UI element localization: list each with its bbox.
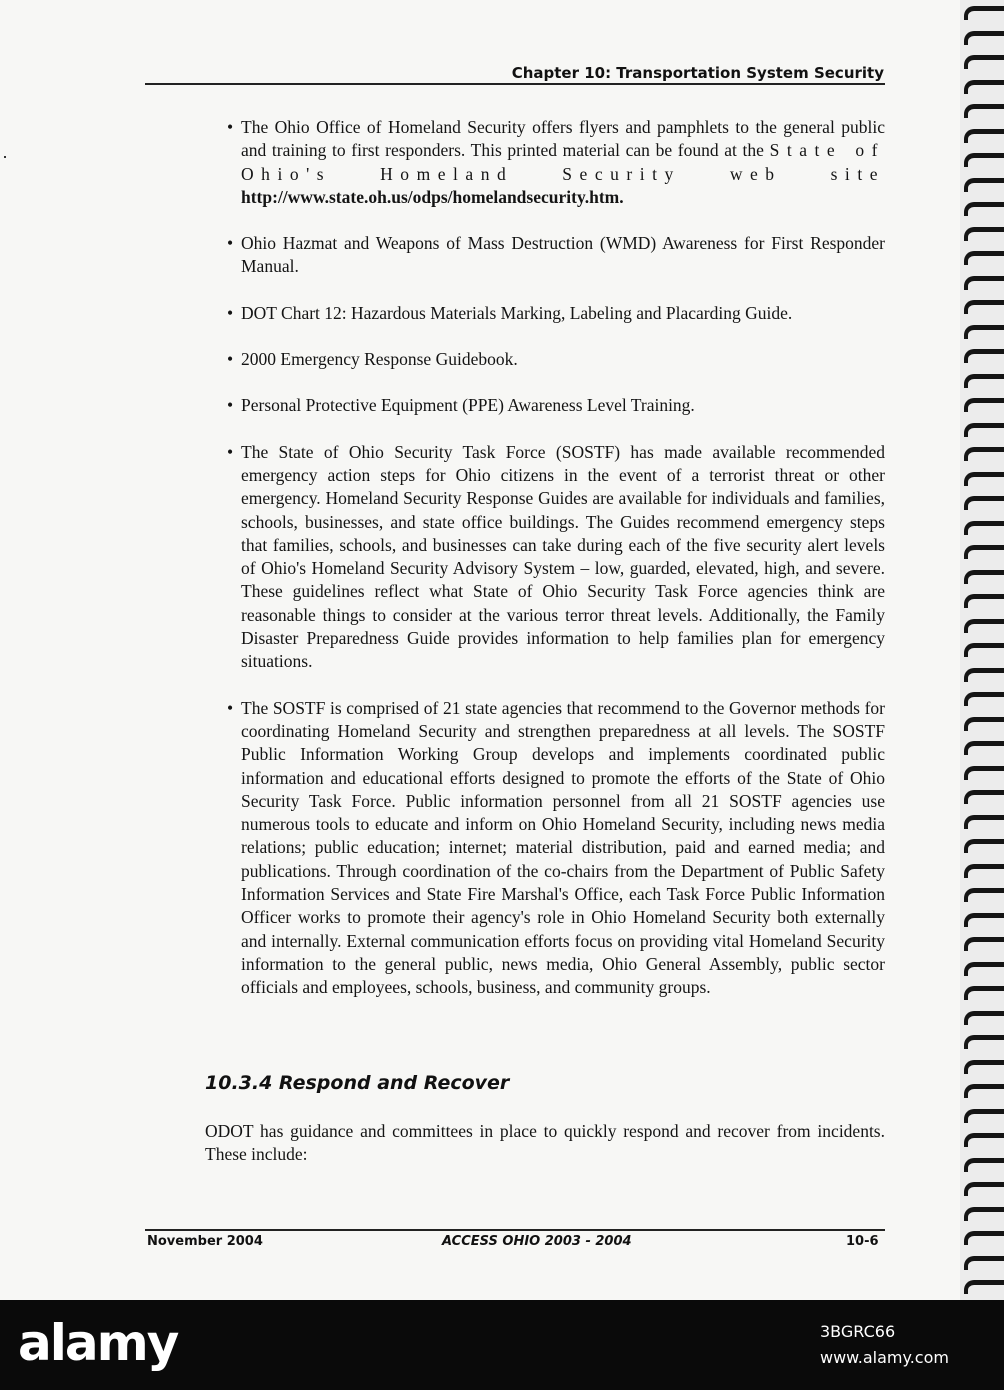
spiral-coil <box>964 986 1004 1000</box>
spiral-coil <box>964 31 1004 45</box>
spiral-coil <box>964 1182 1004 1196</box>
spiral-coil <box>964 545 1004 559</box>
alamy-logo: alamy <box>18 1314 178 1372</box>
homeland-security-url-link[interactable]: http://www.state.oh.us/odps/homelandsecurity.htm. <box>241 186 624 207</box>
spiral-coil <box>964 741 1004 755</box>
bullet-dot-icon: • <box>227 302 234 323</box>
spiral-coil <box>964 325 1004 339</box>
spiral-coil <box>964 619 1004 633</box>
spiral-coil <box>964 447 1004 461</box>
bullet-item <box>205 394 885 417</box>
spiral-coil <box>964 1280 1004 1294</box>
bullet-dot-icon: • <box>227 349 234 370</box>
bullet-text: The State of Ohio Security Task Force (SOSTF) has made available recommended emergency action steps for Ohio citizens in the event of a terrorist threat or other emergency. Homeland Security Response Guides are available for individuals and families, schools, businesses, and state office buildings. The Guides recommend emergency steps that families, schools, and businesses can take during each of the five security alert levels of Ohio's Homeland Security Advisory System – low, guarded, elevated, high, and severe. These guidelines reflect what State of Ohio Security Task Force agencies think are reasonable things to consider at the various terror threat levels. Additionally, the Family Disaster Preparedness Guide provides information to help families plan for emergency situations. <box>241 441 885 672</box>
spiral-coil <box>964 496 1004 510</box>
bullet-item <box>205 441 885 674</box>
spiral-coil <box>964 594 1004 608</box>
bullet-text-stretched: State of Ohio's Homeland Security web site <box>241 140 885 184</box>
spiral-coil <box>964 227 1004 241</box>
spiral-coil <box>964 251 1004 265</box>
section-heading: 10.3.4 Respond and Recover <box>205 1072 510 1094</box>
spiral-coil <box>964 962 1004 976</box>
bullet-list <box>205 116 885 1023</box>
footer-page-number: 10-6 <box>846 1234 879 1249</box>
spiral-coil <box>964 1158 1004 1172</box>
spiral-coil <box>964 423 1004 437</box>
spiral-coil <box>964 1231 1004 1245</box>
spiral-coil <box>964 1084 1004 1098</box>
spiral-coil <box>964 1256 1004 1270</box>
spiral-coil <box>964 300 1004 314</box>
footer-publication: ACCESS OHIO 2003 - 2004 <box>442 1234 632 1249</box>
bullet-dot-icon: • <box>227 395 234 416</box>
footer-date: November 2004 <box>147 1234 263 1249</box>
header-rule <box>145 83 885 85</box>
spiral-coil <box>964 80 1004 94</box>
spiral-coil <box>964 815 1004 829</box>
spiral-coil <box>964 570 1004 584</box>
bullet-dot-icon: • <box>227 233 234 254</box>
bullet-dot-icon: • <box>227 441 234 462</box>
bullet-text: DOT Chart 12: Hazardous Materials Marking, Labeling and Placarding Guide. <box>241 302 793 323</box>
spiral-coil <box>964 717 1004 731</box>
spiral-coil <box>964 521 1004 535</box>
spiral-coil <box>964 766 1004 780</box>
bullet-item <box>205 348 885 371</box>
spiral-coil <box>964 1133 1004 1147</box>
bullet-text: Personal Protective Equipment (PPE) Awareness Level Training. <box>241 395 695 416</box>
bullet-dot-icon: • <box>227 697 234 718</box>
bullet-text: Ohio Hazmat and Weapons of Mass Destruction (WMD) Awareness for First Responder Manual. <box>241 233 885 277</box>
site-url: www.alamy.com <box>820 1348 949 1367</box>
spiral-coil <box>964 692 1004 706</box>
bullet-text: The SOSTF is comprised of 21 state agencies that recommend to the Governor methods for coordinating Homeland Security and strengthen preparedness at all levels. The SOSTF Public Information Working Group develops and implements coordinated public information and educational efforts designed to promote the efforts of the State of Ohio Security Task Force. Public information personnel from all 21 SOSTF agencies use numerous tools to educate and inform on Ohio Homeland Security, including news media relations; public education; internet; material distribution, paid and earned media; and publications. Through coordination of the co-chairs from the Department of Public Safety Information Services and State Fire Marshal's Office, each Task Force Public Information Officer works to promote their agency's role in Ohio Homeland Security both externally and internally. External communication efforts focus on providing vital Homeland Security information to the general public, news media, Ohio General Assembly, public sector officials and employees, schools, business, and community groups. <box>241 697 885 998</box>
bullet-text: 2000 Emergency Response Guidebook. <box>241 349 518 370</box>
bullet-item <box>205 116 885 209</box>
spiral-coil <box>964 1035 1004 1049</box>
spiral-coil <box>964 349 1004 363</box>
spiral-coil <box>964 178 1004 192</box>
spiral-coil <box>964 55 1004 69</box>
bullet-dot-icon: • <box>227 117 234 137</box>
bullet-text: The Ohio Office of Homeland Security offers flyers and pamphlets to the general public and training to first responders. This printed material can be found at the <box>241 117 885 161</box>
footer-rule <box>145 1229 885 1231</box>
spiral-coil <box>964 202 1004 216</box>
spiral-coil <box>964 1109 1004 1123</box>
bullet-item <box>205 302 885 325</box>
spiral-coil <box>964 129 1004 143</box>
spiral-coil <box>964 6 1004 20</box>
stock-watermark-banner <box>0 1300 1004 1390</box>
spiral-coil <box>964 104 1004 118</box>
spiral-coil <box>964 398 1004 412</box>
spiral-coil <box>964 472 1004 486</box>
spiral-coil <box>964 276 1004 290</box>
bullet-item <box>205 697 885 1000</box>
image-id: 3BGRC66 <box>820 1322 896 1341</box>
spiral-coil <box>964 1011 1004 1025</box>
spiral-coil <box>964 888 1004 902</box>
spiral-binding <box>960 0 1004 1300</box>
spiral-coil <box>964 864 1004 878</box>
chapter-header: Chapter 10: Transportation System Security <box>511 64 884 82</box>
spiral-coil <box>964 668 1004 682</box>
bullet-item <box>205 232 885 279</box>
spiral-coil <box>964 153 1004 167</box>
section-intro: ODOT has guidance and committees in place to quickly respond and recover from incidents. These include: <box>205 1121 885 1165</box>
spiral-coil <box>964 374 1004 388</box>
spiral-coil <box>964 643 1004 657</box>
spiral-coil <box>964 1207 1004 1221</box>
spiral-coil <box>964 1060 1004 1074</box>
spiral-coil <box>964 937 1004 951</box>
spiral-coil <box>964 839 1004 853</box>
spiral-coil <box>964 913 1004 927</box>
scan-speck <box>4 156 6 158</box>
spiral-coil <box>964 790 1004 804</box>
